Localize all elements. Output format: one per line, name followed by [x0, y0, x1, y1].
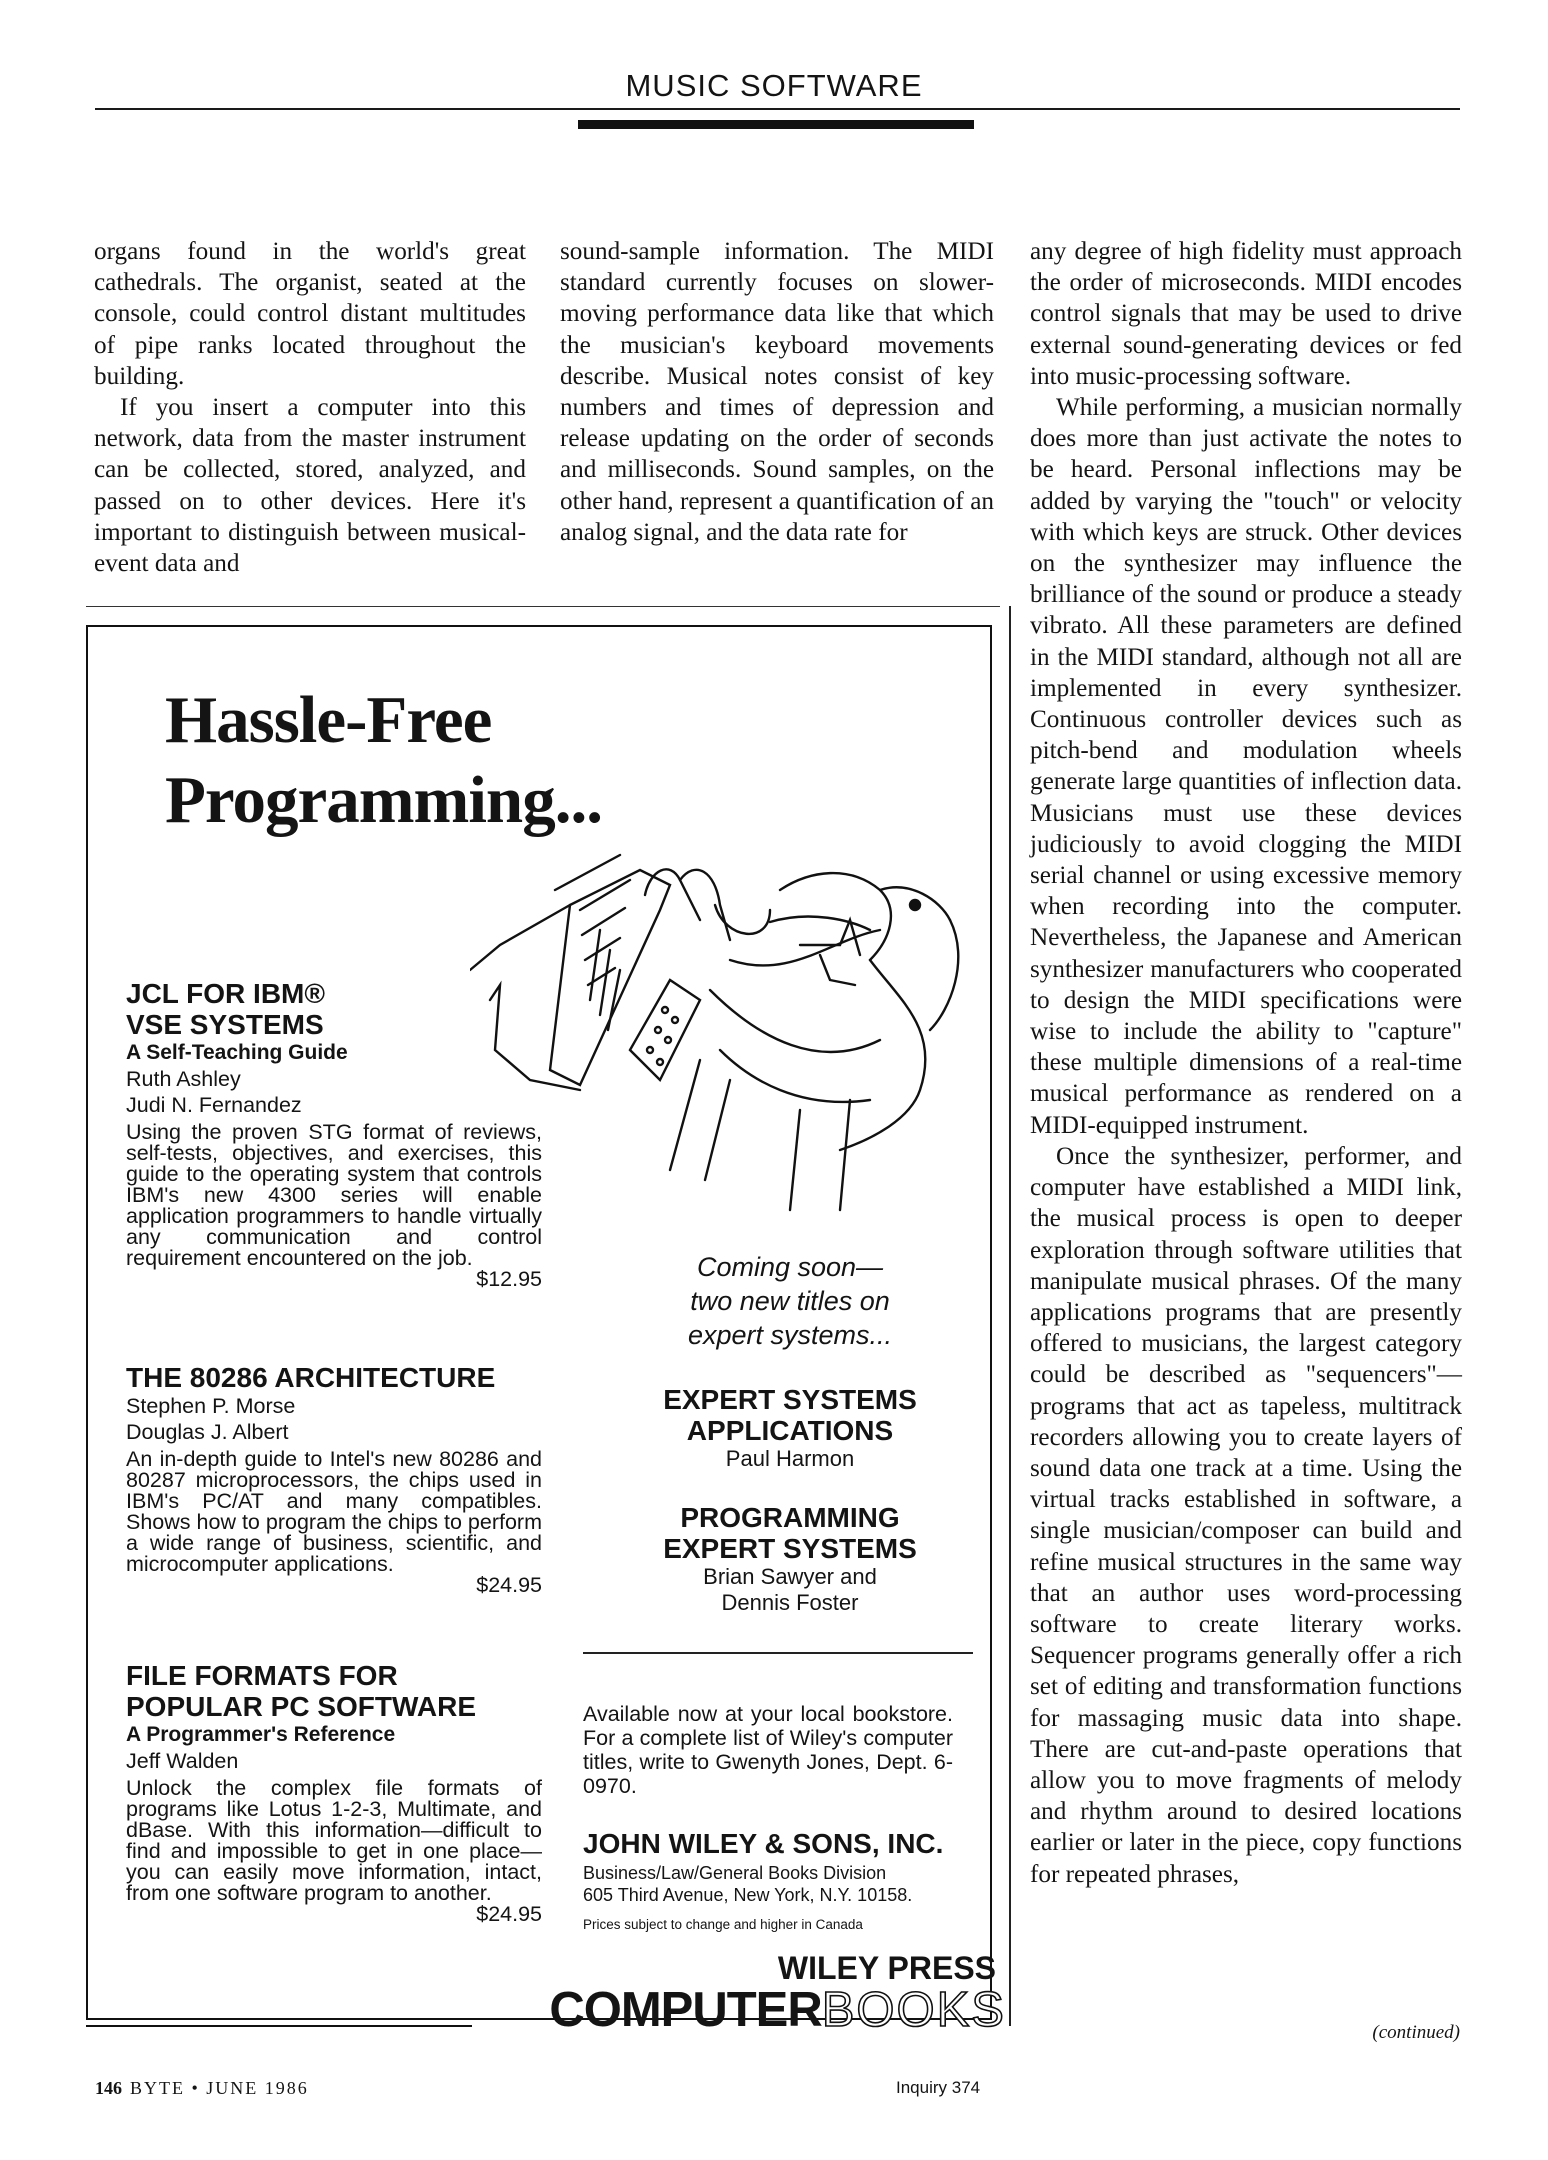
- inquiry-number: Inquiry 374: [896, 2078, 981, 2097]
- coming-line: two new titles on: [690, 1286, 890, 1316]
- book-description: Using the proven STG format of reviews, self-tests, objectives, and exercises, this guide to the operating system that controls IBM's new 4300 series will enable application programmers to handle virtually any communication and control requirement encountered on the job.: [126, 1120, 542, 1270]
- book-title: VSE SYSTEMS: [126, 1009, 324, 1040]
- book-listing: [126, 1362, 542, 1596]
- book-description: An in-depth guide to Intel's new 80286 and 80287 microprocessors, the chips used in IBM's PC/AT and many compatibles. Shows how to program the chips to perform a wide range of business, scientific, and microcomputer applications.: [126, 1447, 542, 1576]
- publisher-division: Business/Law/General Books Division: [583, 1863, 887, 1883]
- book-title: EXPERT SYSTEMS: [663, 1384, 917, 1415]
- book-subtitle: A Self-Teaching Guide: [126, 1041, 348, 1064]
- section-title: MUSIC SOFTWARE: [625, 68, 923, 103]
- issue-label: BYTE • JUNE 1986: [130, 2078, 309, 2098]
- ad-headline-line-2: Programming...: [165, 763, 602, 837]
- book-author: Paul Harmon: [725, 1446, 855, 1471]
- book-author: Brian Sawyer and: [703, 1564, 877, 1589]
- page-footer: [95, 2078, 309, 2099]
- ad-divider: [583, 1652, 973, 1654]
- book-author: Ruth Ashley: [126, 1067, 241, 1091]
- ad-bottom-rule: [86, 2025, 472, 2027]
- article-paragraph: any degree of high fidelity must approach the order of microseconds. MIDI encodes control signals that may be used to drive external sound-generating devices or fed into music-processing software.: [1030, 238, 1462, 390]
- article-paragraph: Once the synthesizer, performer, and computer have established a MIDI link, the musical process is open to deeper exploration through software utilities that manipulate musical phrases. Of the many applications programs that are presently offered to musicians, the largest category could be described as "sequencers"—programs that act as tapeless, multitrack recorders allowing you to create layers of sound data one track at a time. Using the virtual tracks established in software, a single musician/composer can build and refine musical structures in the same way that an author uses word-processing software to create literary works. Sequencer programs generally offer a rich set of editing and transformation functions for massaging music data into shape. There are cut-and-paste operations that allow you to move fragments of melody and rhythm around to desired locations earlier or later in the piece, copy functions for repeated phrases,: [1030, 1142, 1462, 1888]
- computer-word: COMPUTER: [549, 1983, 822, 2037]
- availability-note: Available now at your local bookstore. For a complete list of Wiley's computer titles, write to Gwenyth Jones, Dept. 6-0970.: [583, 1702, 953, 1798]
- article-paragraph: organs found in the world's great cathedrals. The organist, seated at the console, could control distant multitudes of pipe ranks located throughout the building.: [94, 238, 526, 390]
- article-paragraph: While performing, a musician normally does more than just activate the notes to be heard. Personal inflections may be added by varying the "touch" or velocity with which keys are struck. Other devices on the synthesizer may influence the brilliance of the sound or produce a steady vibrato. All these parameters are defined in the MIDI standard, although not all are implemented in every synthesizer. Continuous controller devices such as pitch-bend and modulation wheels generate large quantities of inflection data. Musicians must use these devices judiciously to avoid clogging the MIDI serial channel or using excessive memory when recording into the computer. Nevertheless, the Japanese and American synthesizer manufacturers who cooperated to design the MIDI specifications were wise to include the ability to "capture" these multiple dimensions of a real-time musical performance as rendered on a MIDI-equipped instrument.: [1030, 394, 1462, 1139]
- book-title: JCL FOR IBM®: [126, 978, 326, 1009]
- cartoon-illustration-icon: [470, 850, 1000, 1230]
- book-subtitle: A Programmer's Reference: [126, 1723, 396, 1746]
- publisher-address: 605 Third Avenue, New York, N.Y. 10158.: [583, 1885, 913, 1905]
- wiley-press-logo: WILEY PRESS: [777, 1950, 996, 1986]
- book-price: $24.95: [476, 1573, 542, 1597]
- book-description: Unlock the complex file formats of programs like Lotus 1-2-3, Multimate, and dBase. With this information—difficult to find and impossible to get in one place—you can easily move information, intact, from one software program to another.: [126, 1776, 542, 1905]
- book-title: FILE FORMATS FOR: [126, 1660, 398, 1691]
- book-title: APPLICATIONS: [686, 1415, 894, 1446]
- book-title: PROGRAMMING: [680, 1502, 900, 1533]
- page-number: 146: [95, 2078, 122, 2098]
- book-price: $12.95: [476, 1267, 542, 1291]
- book-author: Judi N. Fernandez: [126, 1093, 302, 1117]
- expert-title: [620, 1502, 960, 1616]
- article-column-1: [94, 236, 526, 579]
- ad-top-rule: [86, 606, 1000, 607]
- book-author: Jeff Walden: [126, 1749, 239, 1773]
- article-column-3: [1030, 236, 1462, 1890]
- expert-title: [620, 1384, 960, 1472]
- book-title: EXPERT SYSTEMS: [663, 1533, 917, 1564]
- book-author: Dennis Foster: [721, 1590, 859, 1615]
- coming-soon-note: [640, 1250, 940, 1352]
- book-price: $24.95: [476, 1902, 542, 1926]
- publisher-name: JOHN WILEY & SONS, INC.: [583, 1828, 944, 1859]
- book-listing: [126, 1660, 542, 1925]
- coming-line: Coming soon—: [696, 1252, 884, 1282]
- header-rule: [95, 108, 1460, 110]
- computer-books-logo: [470, 1982, 1006, 2038]
- article-paragraph: sound-sample information. The MIDI standard currently focuses on slower-moving performance data like that which the musician's keyboard movements describe. Musical notes consist of key numbers and times of depression and release updating on the order of seconds and milliseconds. Sound samples, on the other hand, represent a quantification of an analog signal, and the data rate for: [560, 238, 994, 546]
- header-accent-bar: [578, 120, 974, 129]
- book-title: THE 80286 ARCHITECTURE: [126, 1362, 496, 1393]
- ad-column-divider: [1009, 606, 1011, 2026]
- book-author: Douglas J. Albert: [126, 1420, 289, 1444]
- prices-note: Prices subject to change and higher in Canada: [583, 1917, 863, 1932]
- book-title: POPULAR PC SOFTWARE: [126, 1691, 477, 1722]
- article-paragraph: If you insert a computer into this network, data from the master instrument can be collected, stored, analyzed, and passed on to other devices. Here it's important to distinguish between musical-event data and: [94, 394, 526, 578]
- continued-note: (continued): [1372, 2022, 1460, 2043]
- book-listing: [126, 978, 542, 1290]
- book-author: Stephen P. Morse: [126, 1394, 296, 1418]
- article-column-2: [560, 236, 994, 548]
- coming-line: expert systems...: [687, 1320, 893, 1350]
- books-word: BOOKS: [821, 1983, 1006, 2037]
- ad-headline: [165, 680, 725, 840]
- ad-headline-line-1: Hassle-Free: [165, 683, 492, 757]
